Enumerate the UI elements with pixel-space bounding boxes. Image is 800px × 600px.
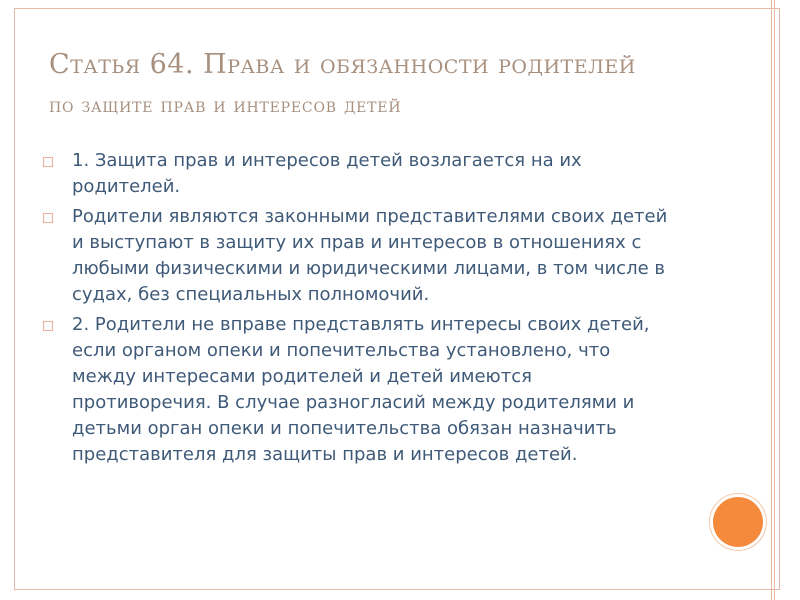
decorative-rule-inner (774, 0, 775, 600)
slide-title-line1: Статья 64. Права и обязанности родителей (49, 49, 636, 80)
bullet-text: 2. Родители не вправе представлять интересы своих детей, если органом опеки и попечительства установлено, что между интересами родителей и детей имеются противоречия. В случае разногласий между родителями и детьми орган опеки и попечительства обязан назначить представителя для защиты прав и интересов детей. (72, 314, 650, 465)
slide-body (42, 148, 672, 472)
slide-title-line2: по защите прав и интересов детей (49, 93, 402, 117)
decorative-rule-outer (771, 0, 772, 600)
bullet-item (42, 204, 672, 308)
slide-title (49, 46, 749, 124)
hollow-square-icon (42, 320, 54, 332)
bullet-item (42, 148, 672, 200)
hollow-square-icon (42, 156, 54, 168)
bullet-text: Родители являются законными представителями своих детей и выступают в защиту их прав и интересов в отношениях с любыми физическими и юридическими лицами, в том числе в судах, без специальных полномочий. (72, 206, 668, 305)
hollow-square-icon (42, 212, 54, 224)
bullet-item (42, 312, 672, 468)
decorative-orange-circle (713, 497, 763, 547)
bullet-text: 1. Защита прав и интересов детей возлагается на их родителей. (72, 150, 582, 197)
